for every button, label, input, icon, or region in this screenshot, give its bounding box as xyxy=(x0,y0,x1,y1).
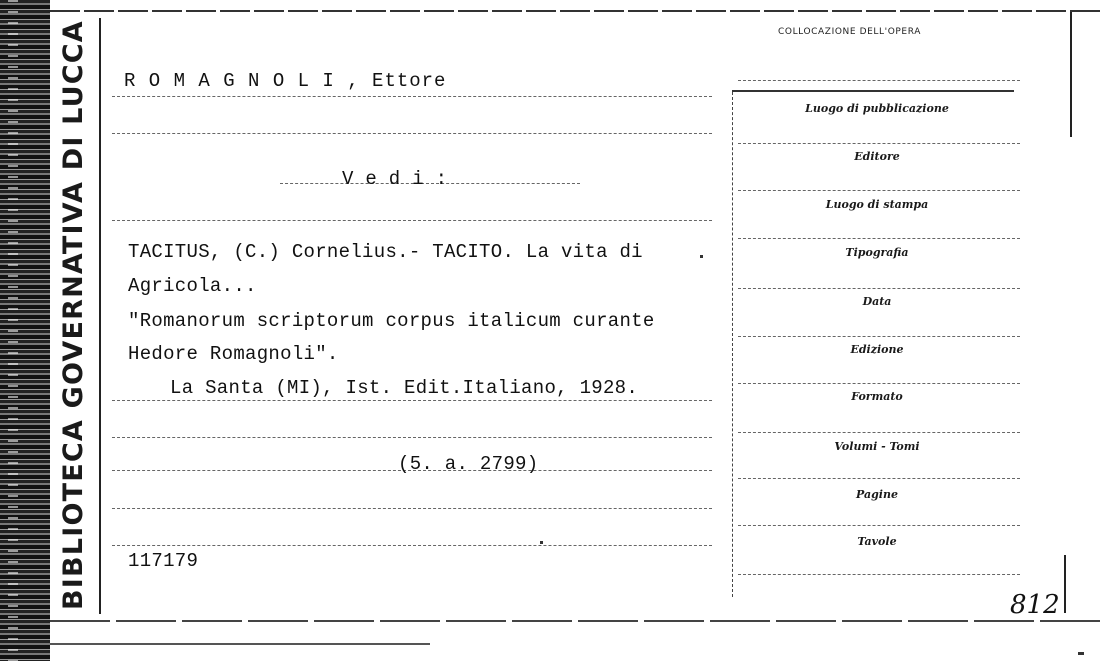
author-heading: R O M A G N O L I , Ettore xyxy=(124,70,447,92)
field-tipografia: Tipografia xyxy=(845,246,909,259)
card-bottom-border xyxy=(50,620,1104,622)
ruled-line xyxy=(112,545,712,546)
ruled-line xyxy=(112,133,712,134)
ruled-line xyxy=(738,80,1020,81)
scan-speck xyxy=(540,541,543,544)
handwritten-shelfmark: 812 xyxy=(1010,590,1060,620)
scan-speck xyxy=(1078,652,1084,655)
field-formato: Formato xyxy=(851,390,903,403)
collocation-heading: COLLOCAZIONE DELL'OPERA xyxy=(778,27,921,37)
ruled-line xyxy=(738,574,1020,575)
entry-line-1: TACITUS, (C.) Cornelius.- TACITO. La vita di xyxy=(128,241,643,263)
entry-imprint: La Santa (MI), Ist. Edit.Italiano, 1928. xyxy=(170,377,639,399)
entry-line-3: "Romanorum scriptorum corpus italicum curante xyxy=(128,310,655,332)
field-volumi-tomi: Volumi - Tomi xyxy=(834,440,920,453)
entry-line-4: Hedore Romagnoli". xyxy=(128,343,339,365)
inventory-number: 117179 xyxy=(128,550,199,572)
scanned-edge xyxy=(0,0,50,661)
card-right-edge xyxy=(1070,12,1072,137)
field-edizione: Edizione xyxy=(850,343,904,356)
card-bottom-rule xyxy=(50,643,430,645)
call-number: (5. a. 2799) xyxy=(398,453,539,475)
card-top-border xyxy=(50,10,1104,12)
ruled-line xyxy=(738,432,1020,433)
ruled-line xyxy=(112,400,712,401)
field-tavole: Tavole xyxy=(857,535,897,548)
ruled-line xyxy=(112,508,712,509)
see-reference: V e d i : xyxy=(342,168,448,190)
scan-speck xyxy=(700,255,703,258)
side-box-top xyxy=(732,90,1014,92)
field-data: Data xyxy=(862,295,892,308)
ruled-line xyxy=(112,96,712,97)
ruled-line xyxy=(738,525,1020,526)
left-margin-line xyxy=(99,18,101,614)
field-luogo-pubblicazione: Luogo di pubblicazione xyxy=(805,102,949,115)
ruled-line xyxy=(738,288,1020,289)
ruled-line xyxy=(738,238,1020,239)
field-luogo-stampa: Luogo di stampa xyxy=(825,198,929,211)
ruled-line xyxy=(738,143,1020,144)
ruled-line xyxy=(738,336,1020,337)
ruled-line xyxy=(112,220,712,221)
entry-line-2: Agricola... xyxy=(128,275,257,297)
ruled-line xyxy=(738,383,1020,384)
ruled-line xyxy=(112,437,712,438)
ruled-line xyxy=(738,478,1020,479)
field-editore: Editore xyxy=(854,150,900,163)
field-pagine: Pagine xyxy=(856,488,898,501)
library-stamp: BIBLIOTECA GOVERNATIVA DI LUCCA xyxy=(58,20,89,610)
card-right-edge-lower xyxy=(1064,555,1066,613)
ruled-line xyxy=(738,190,1020,191)
